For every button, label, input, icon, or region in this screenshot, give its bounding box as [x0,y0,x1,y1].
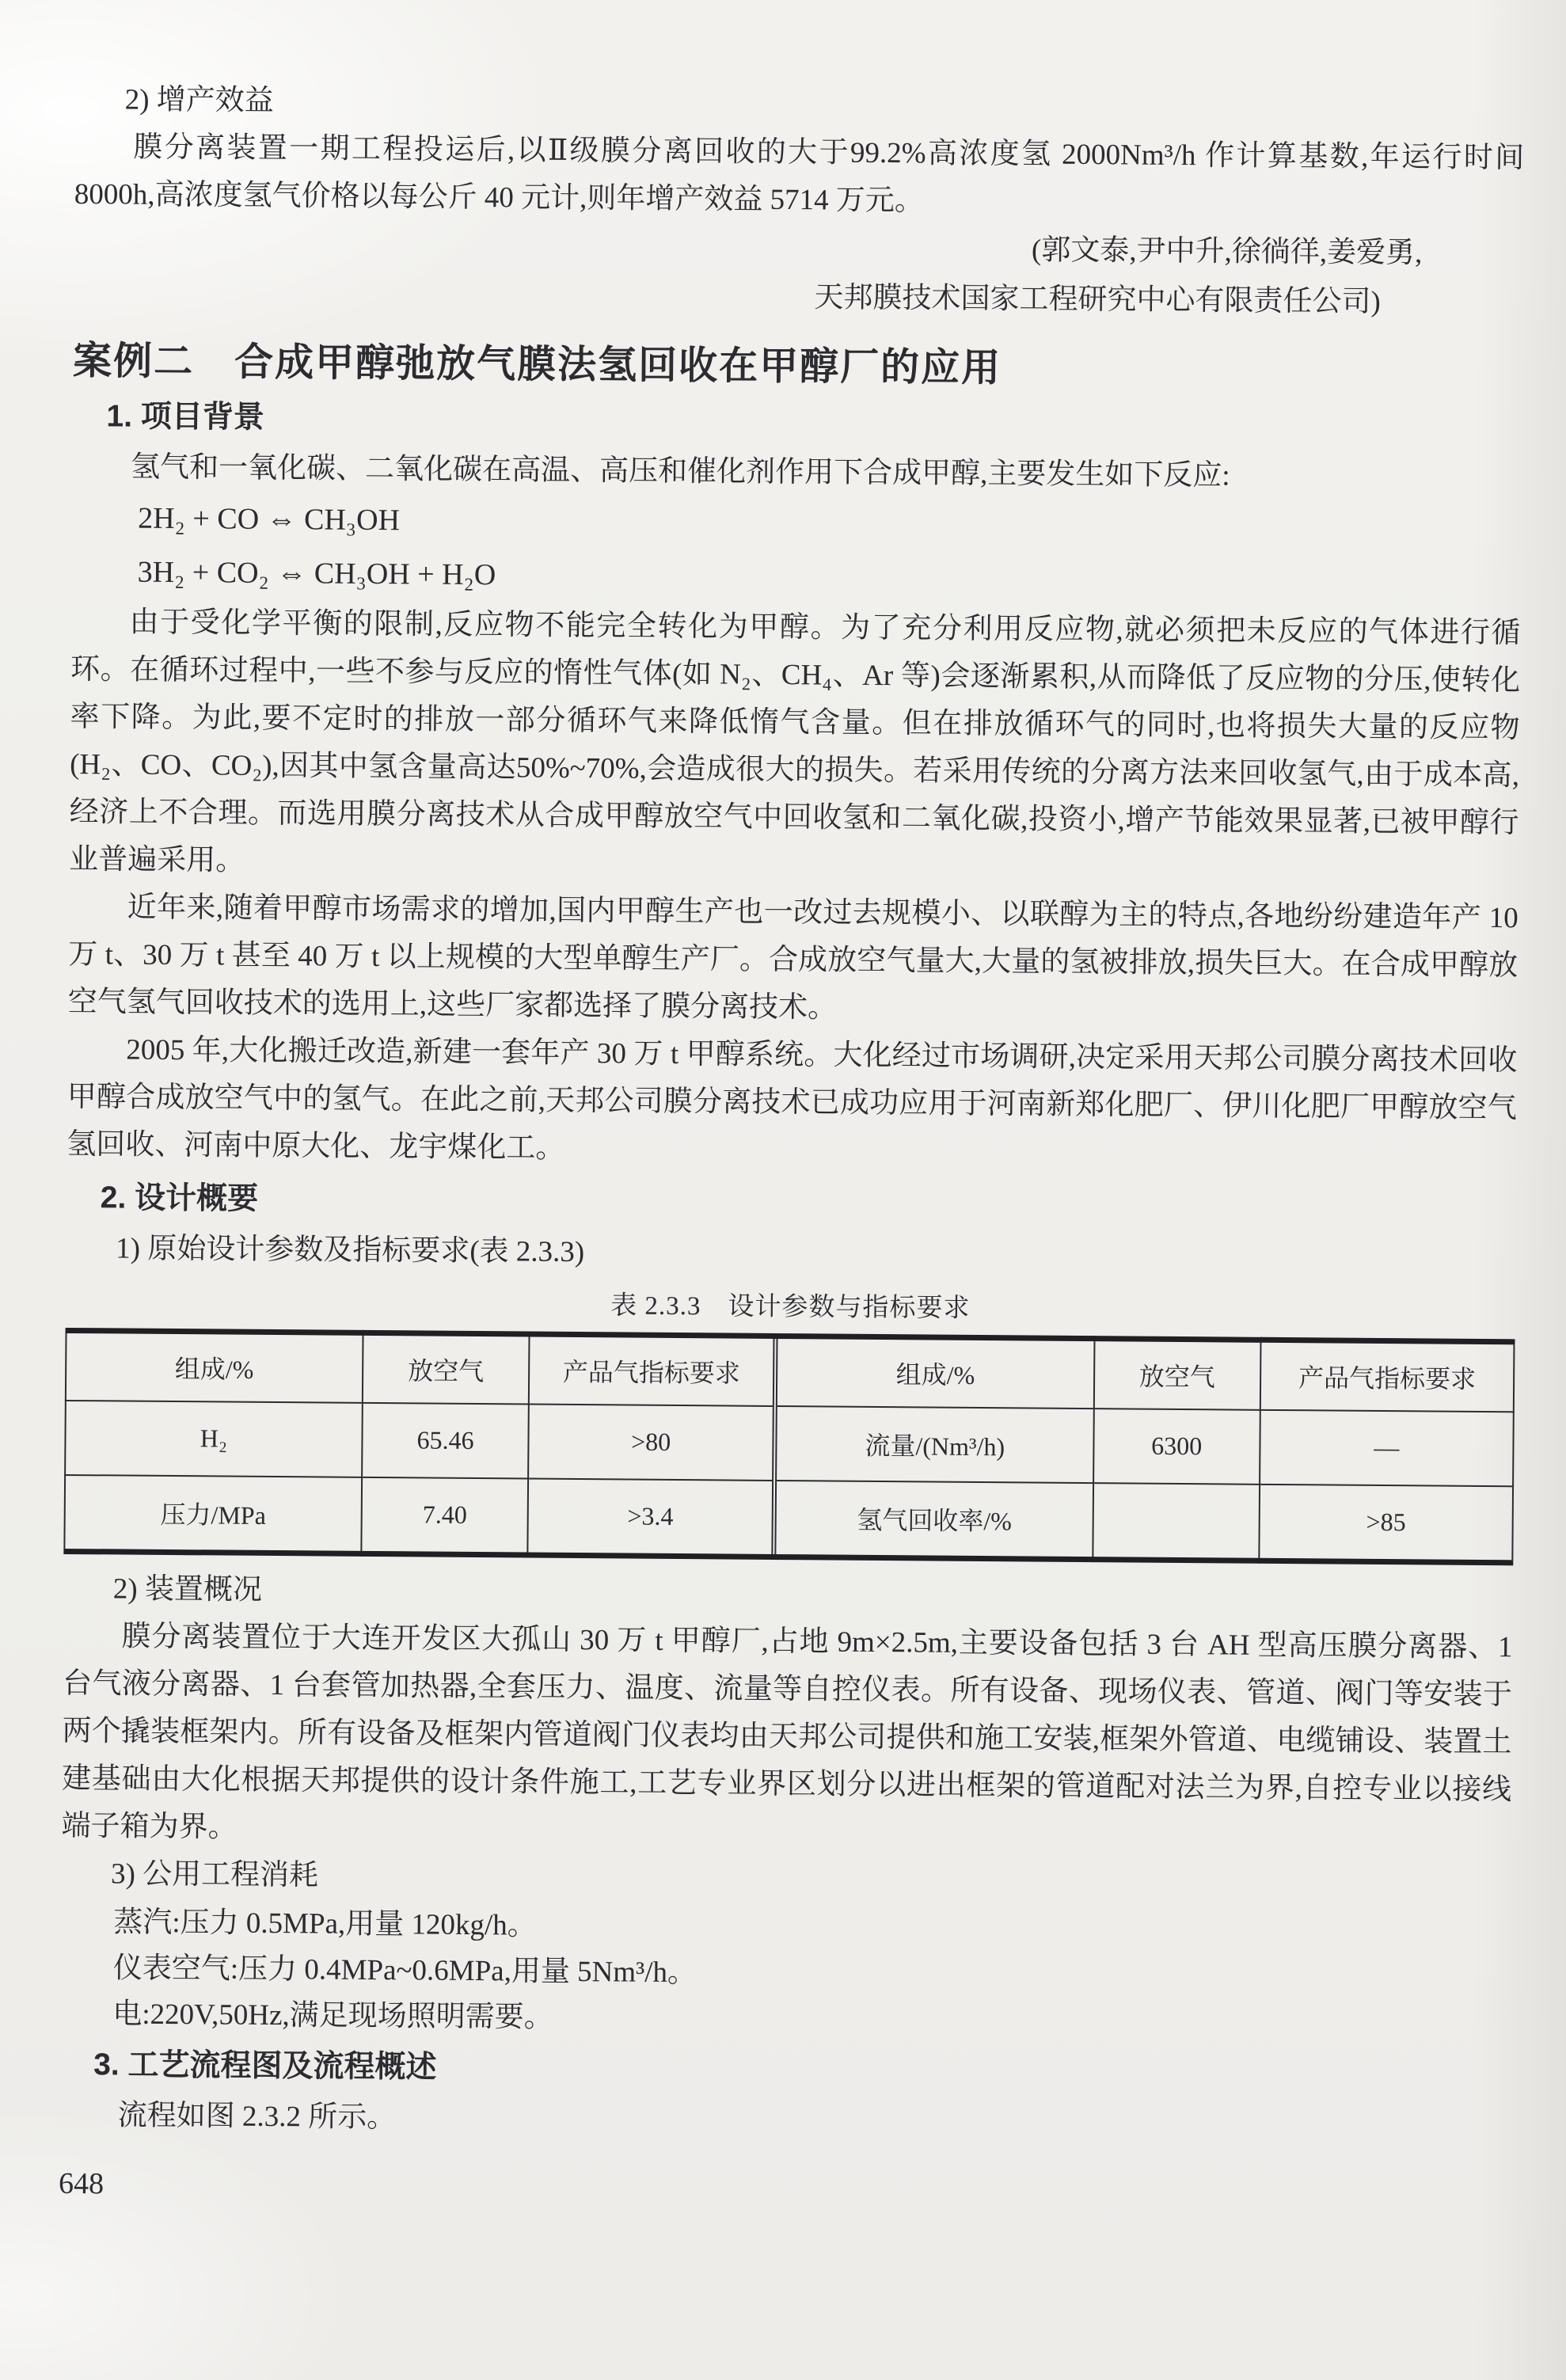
background-paragraph-1: 由于受化学平衡的限制,反应物不能完全转化为甲醇。为了充分利用反应物,就必须把未反应的气体进行循环。在循环过程中,一些不参与反应的惰性气体(如 N₂、CH₄、Ar 等)会逐渐累积,从而降低了反应物的分压,使转化率下降。为此,要不定时的排放一部分循环气来降低惰气含量。但在排放循环气的同时,也将损失大量的反应物(H₂、CO、CO₂),因其中氢含量高达50%~70%,会造成很大的损失。若采用传统的分离方法来回收氢气,由于成本高,经济上不合理。而选用膜分离技术从合成甲醇放空气中回收氢和二氧化碳,投资小,增产节能效果显著,已被甲醇行业普遍采用。 [69,606,1521,877]
table-header-cell: 组成/% [66,1330,363,1402]
table-header-cell: 组成/% [775,1336,1094,1409]
table-cell: >85 [1259,1485,1513,1563]
background-paragraph-2: 近年来,随着甲醇市场需求的增加,国内甲醇生产也一改过去规模小、以联醇为主的特点,各地纷纷建造年产 10 万 t、30 万 t 甚至 40 万 t 以上规模的大型单醇生产厂。合成放空气量大,大量的氢被排放,损失巨大。在合成甲醇放空气氢气回收技术的选用上,这些厂家都选择了膜分离技术。 [67,891,1518,1025]
design-subheading-utilities: 3) 公用工程消耗 [110,1857,319,1892]
benefit-paragraph: 膜分离装置一期工程投运后,以Ⅱ级膜分离回收的大于99.2%高浓度氢 2000Nm³/h 作计算基数,年运行时间 8000h,高浓度氢气价格以每公斤 40 元计,则年增产效益 5714 万元。 [74,131,1525,218]
plant-overview-paragraph: 膜分离装置位于大连开发区大孤山 30 万 t 甲醇厂,占地 9m×2.5m,主要设备包括 3 台 AH 型高压膜分离器、1 台气液分离器、1 台套管加热器,全套压力、温度、流量等自控仪表。所有设备、现场仪表、管道、阀门等安装于两个撬装框架内。所有设备及框架内管道阀门仪表均由天邦公司提供和施工安装,框架外管道、电缆铺设、装置土建基础由大化根据天邦提供的设计条件施工,工艺专业界区划分以进出框架的管道配对法兰为界,自控专业以接线端子箱为界。 [61,1620,1513,1844]
table-cell: — [1260,1410,1514,1487]
table-cell: 65.46 [362,1403,529,1479]
table-cell: 7.40 [361,1477,528,1555]
benefit-subheading: 2) 增产效益 [124,83,274,117]
design-subheading-parameters: 1) 原始设计参数及指标要求(表 2.3.3) [116,1232,585,1268]
table-cell [1093,1483,1260,1561]
table-cell: 6300 [1093,1409,1260,1485]
table-header-cell: 产品气指标要求 [529,1334,776,1406]
table-header-row [66,1330,1515,1412]
utility-air-line: 仪表空气:压力 0.4MPa~0.6MPa,用量 5Nm³/h。 [112,1952,697,1990]
attribution-organization: 天邦膜技术国家工程研究中心有限责任公司) [814,281,1381,318]
utility-steam-line: 蒸汽:压力 0.5MPa,用量 120kg/h。 [113,1906,537,1942]
reaction-intro: 氢气和一氧化碳、二氧化碳在高温、高压和催化剂作用下合成甲醇,主要发生如下反应: [130,451,1230,492]
table-cell: 流量/(Nm³/h) [774,1406,1093,1483]
table-row [64,1475,1513,1563]
page-number: 648 [58,2166,105,2200]
section-1-heading: 1. 项目背景 [106,399,265,435]
table-header-cell: 放空气 [1093,1338,1260,1409]
case-title: 案例二 合成甲醇弛放气膜法氢回收在甲醇厂的应用 [72,339,1002,390]
reaction-equation-1: 2H₂ + CO ⇔ CH₃OH [138,501,401,538]
reaction-equation-2: 3H₂ + CO₂ ⇔ CH₃OH + H₂O [137,555,496,592]
table-header-cell: 产品气指标要求 [1260,1340,1515,1412]
page-content [59,76,1525,2218]
table-header-cell: 放空气 [363,1333,530,1404]
section-2-heading: 2. 设计概要 [100,1180,259,1216]
table-cell: H₂ [65,1401,363,1477]
table-cell: >80 [528,1404,775,1480]
attribution-authors: (郭文泰,尹中升,徐徜徉,姜爱勇, [1031,234,1423,270]
table-cell: 氢气回收率/% [774,1481,1093,1560]
table-caption: 表 2.3.3 设计参数与指标要求 [610,1291,971,1323]
design-table-block [63,1283,1515,1566]
table-cell: >3.4 [528,1478,775,1557]
utility-power-line: 电:220V,50Hz,满足现场照明需要。 [112,1998,553,2034]
design-subheading-plant: 2) 装置概况 [112,1572,263,1606]
table-cell: 压力/MPa [64,1475,362,1553]
background-paragraph-3: 2005 年,大化搬迁改造,新建一套年产 30 万 t 甲醇系统。大化经过市场调研,决定采用天邦公司膜分离技术回收甲醇合成放空气中的氢气。在此之前,天邦公司膜分离技术已成功应用于河南新郑化肥厂、伊川化肥厂甲醇放空气氢回收、河南中原大化、龙宇煤化工。 [67,1033,1518,1165]
flow-reference-paragraph: 流程如图 2.3.2 所示。 [117,2099,397,2134]
design-parameters-table [63,1328,1515,1565]
table-row [65,1401,1514,1486]
section-3-heading: 3. 工艺流程图及流程概述 [93,2047,437,2085]
